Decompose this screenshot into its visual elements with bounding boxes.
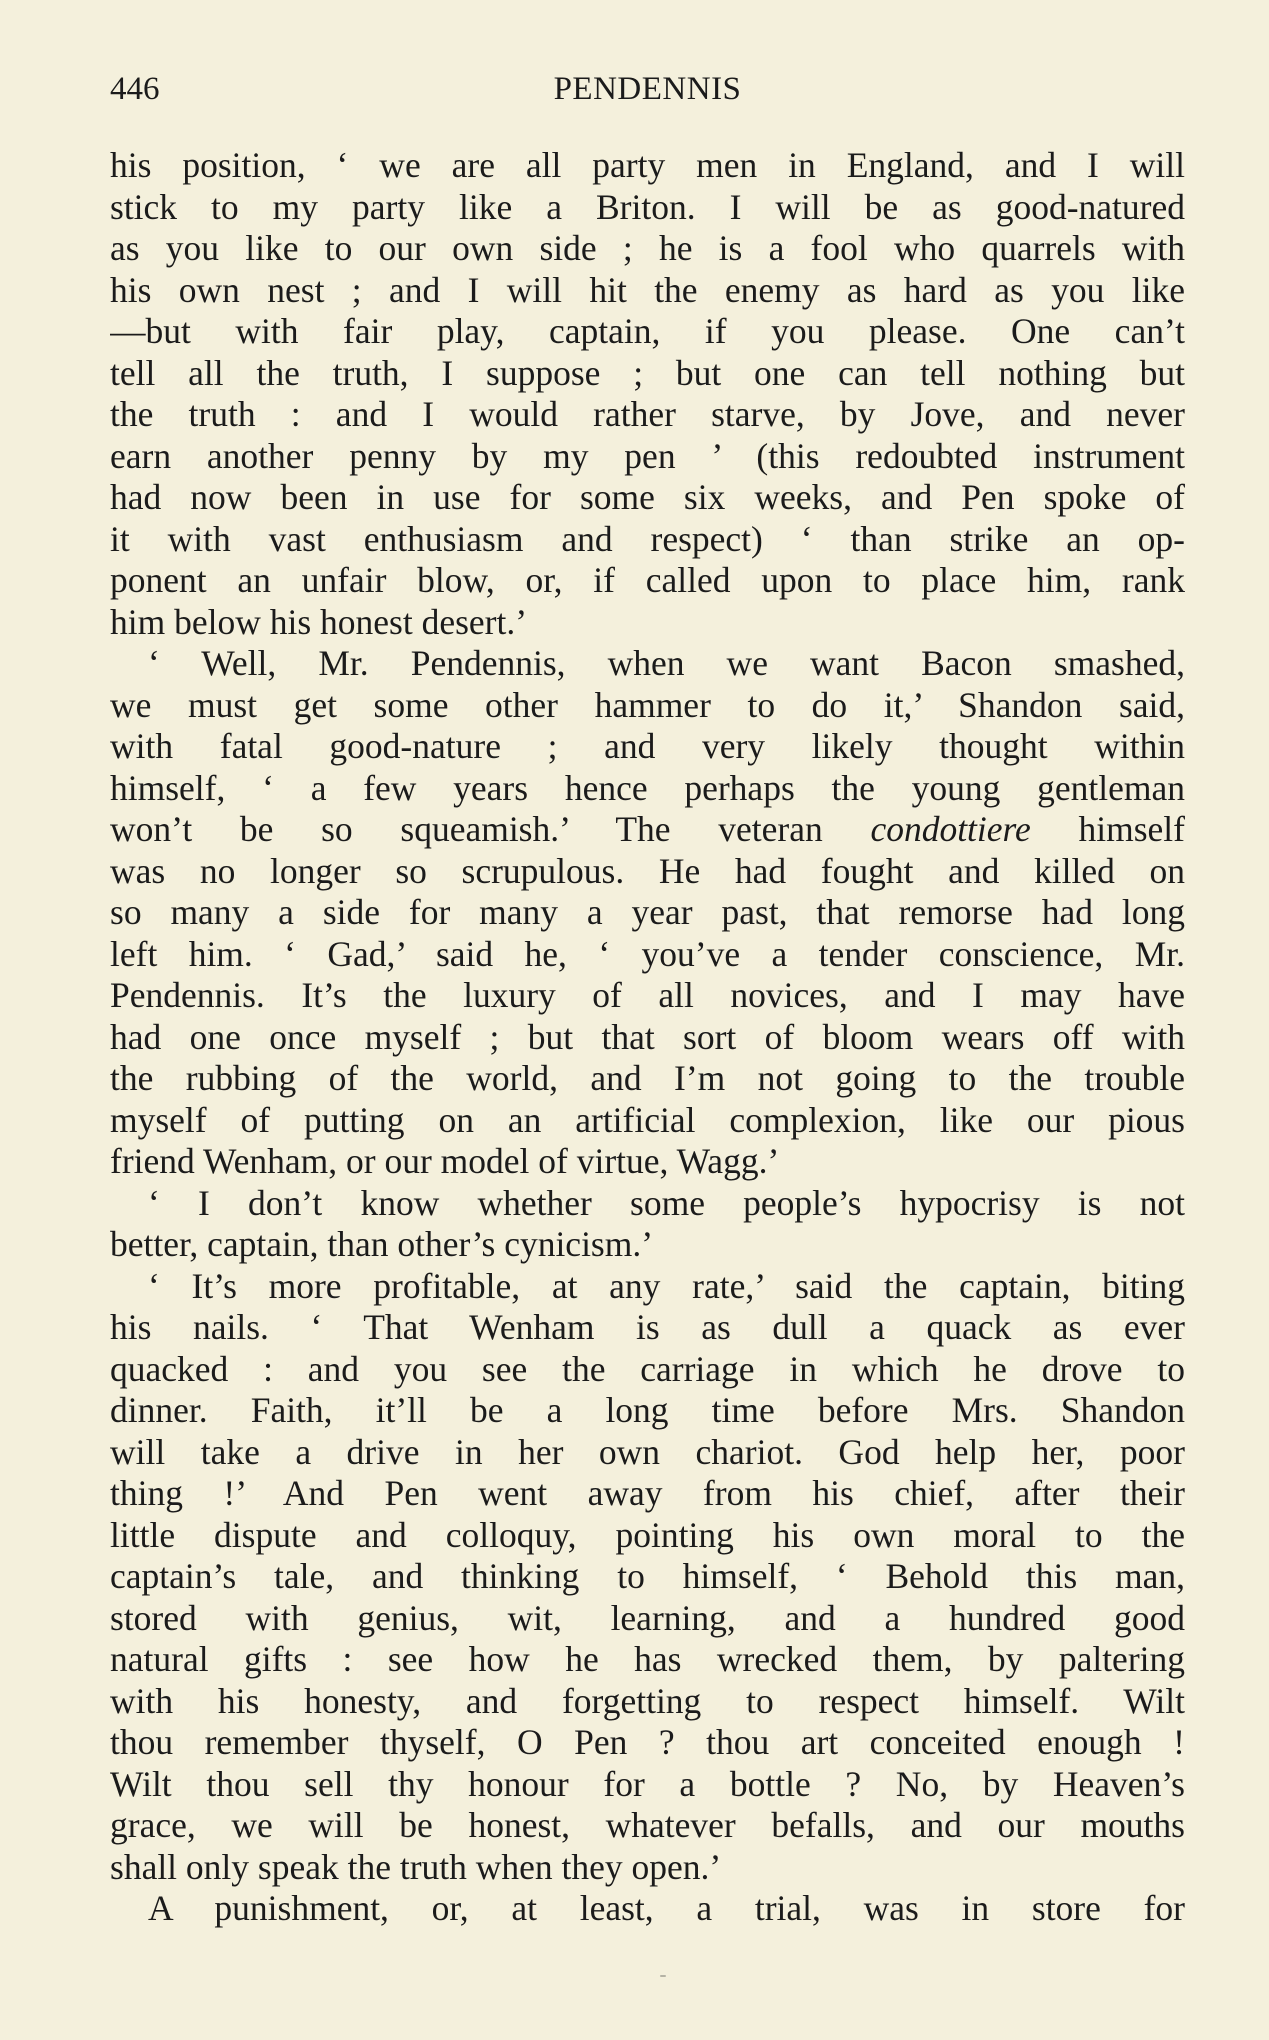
text-line: with his honesty, and forgetting to respect himself. Wilt — [110, 1680, 1185, 1721]
text-line: his nails. ‘ That Wenham is as dull a quack as ever — [110, 1307, 1185, 1347]
page-number: 446 — [110, 71, 160, 107]
text-line: quacked : and you see the carriage in which he drove to — [110, 1348, 1185, 1389]
text-line: so many a side for many a year past, that remorse had long — [110, 892, 1185, 932]
text-line: it with vast enthusiasm and respect) ‘ than strike an op- — [110, 518, 1185, 559]
text-line: ponent an unfair blow, or, if called upon to place him, rank — [110, 560, 1185, 600]
text-line: ‘ It’s more profitable, at any rate,’ said the captain, biting — [148, 1265, 1185, 1306]
text-line: won’t be so squeamish.’ The veteran condottiere himself — [110, 809, 1185, 849]
text-line: Pendennis. It’s the luxury of all novices, and I may have — [110, 975, 1185, 1015]
text-line: we must get some other hammer to do it,’ Shandon said, — [110, 684, 1185, 725]
text-line: myself of putting on an artificial complexion, like our pious — [110, 1099, 1185, 1140]
text-line: left him. ‘ Gad,’ said he, ‘ you’ve a tender conscience, Mr. — [110, 933, 1185, 974]
text-line: dinner. Faith, it’ll be a long time before Mrs. Shandon — [110, 1390, 1185, 1430]
text-line: natural gifts : see how he has wrecked them, by paltering — [110, 1639, 1185, 1679]
text-line: stick to my party like a Briton. I will be as good-natured — [110, 186, 1185, 227]
text-line: better, captain, than other’s cynicism.’ — [110, 1224, 654, 1264]
text-line: ‘ I don’t know whether some people’s hypocrisy is not — [148, 1182, 1185, 1223]
text-line: thing !’ And Pen went away from his chief, after their — [110, 1473, 1185, 1513]
text-line: Wilt thou sell thy honour for a bottle ? No, by Heaven’s — [110, 1763, 1185, 1804]
page-header — [110, 64, 1185, 114]
text-line: his position, ‘ we are all party men in England, and I will — [110, 145, 1185, 185]
text-line: himself, ‘ a few years hence perhaps the young gentleman — [110, 767, 1185, 808]
text-line: him below his honest desert.’ — [110, 601, 528, 642]
text-line: as you like to our own side ; he is a fool who quarrels with — [110, 228, 1185, 268]
text-line: ‘ Well, Mr. Pendennis, when we want Bacon smashed, — [148, 643, 1185, 683]
text-line: thou remember thyself, O Pen ? thou art conceited enough ! — [110, 1722, 1185, 1762]
text-line: had one once myself ; but that sort of bloom wears off with — [110, 1016, 1185, 1057]
text-line: the rubbing of the world, and I’m not going to the trouble — [110, 1058, 1185, 1098]
running-head-title: PENDENNIS — [553, 71, 742, 107]
text-line: his own nest ; and I will hit the enemy as hard as you like — [110, 269, 1185, 310]
body-text — [110, 145, 1185, 1930]
text-line: —but with fair play, captain, if you please. One can’t — [110, 311, 1185, 351]
text-line: tell all the truth, I suppose ; but one can tell nothing but — [110, 352, 1185, 393]
text-line: with fatal good-nature ; and very likely thought within — [110, 726, 1185, 766]
text-line: shall only speak the truth when they open.’ — [110, 1846, 722, 1887]
text-line: was no longer so scrupulous. He had fought and killed on — [110, 850, 1185, 891]
text-line: A punishment, or, at least, a trial, was in store for — [148, 1888, 1185, 1928]
text-line: will take a drive in her own chariot. God help her, poor — [110, 1431, 1185, 1472]
text-line: earn another penny by my pen ’ (this redoubted instrument — [110, 435, 1185, 476]
text-line: friend Wenham, or our model of virtue, Wagg.’ — [110, 1141, 780, 1181]
text-line: had now been in use for some six weeks, and Pen spoke of — [110, 477, 1185, 517]
text-line: little dispute and colloquy, pointing his own moral to the — [110, 1514, 1185, 1555]
text-line: grace, we will be honest, whatever befalls, and our mouths — [110, 1805, 1185, 1845]
text-line: the truth : and I would rather starve, by Jove, and never — [110, 394, 1185, 434]
text-line: captain’s tale, and thinking to himself, ‘ Behold this man, — [110, 1556, 1185, 1596]
text-line: stored with genius, wit, learning, and a hundred good — [110, 1597, 1185, 1638]
print-speck — [660, 1975, 666, 1977]
